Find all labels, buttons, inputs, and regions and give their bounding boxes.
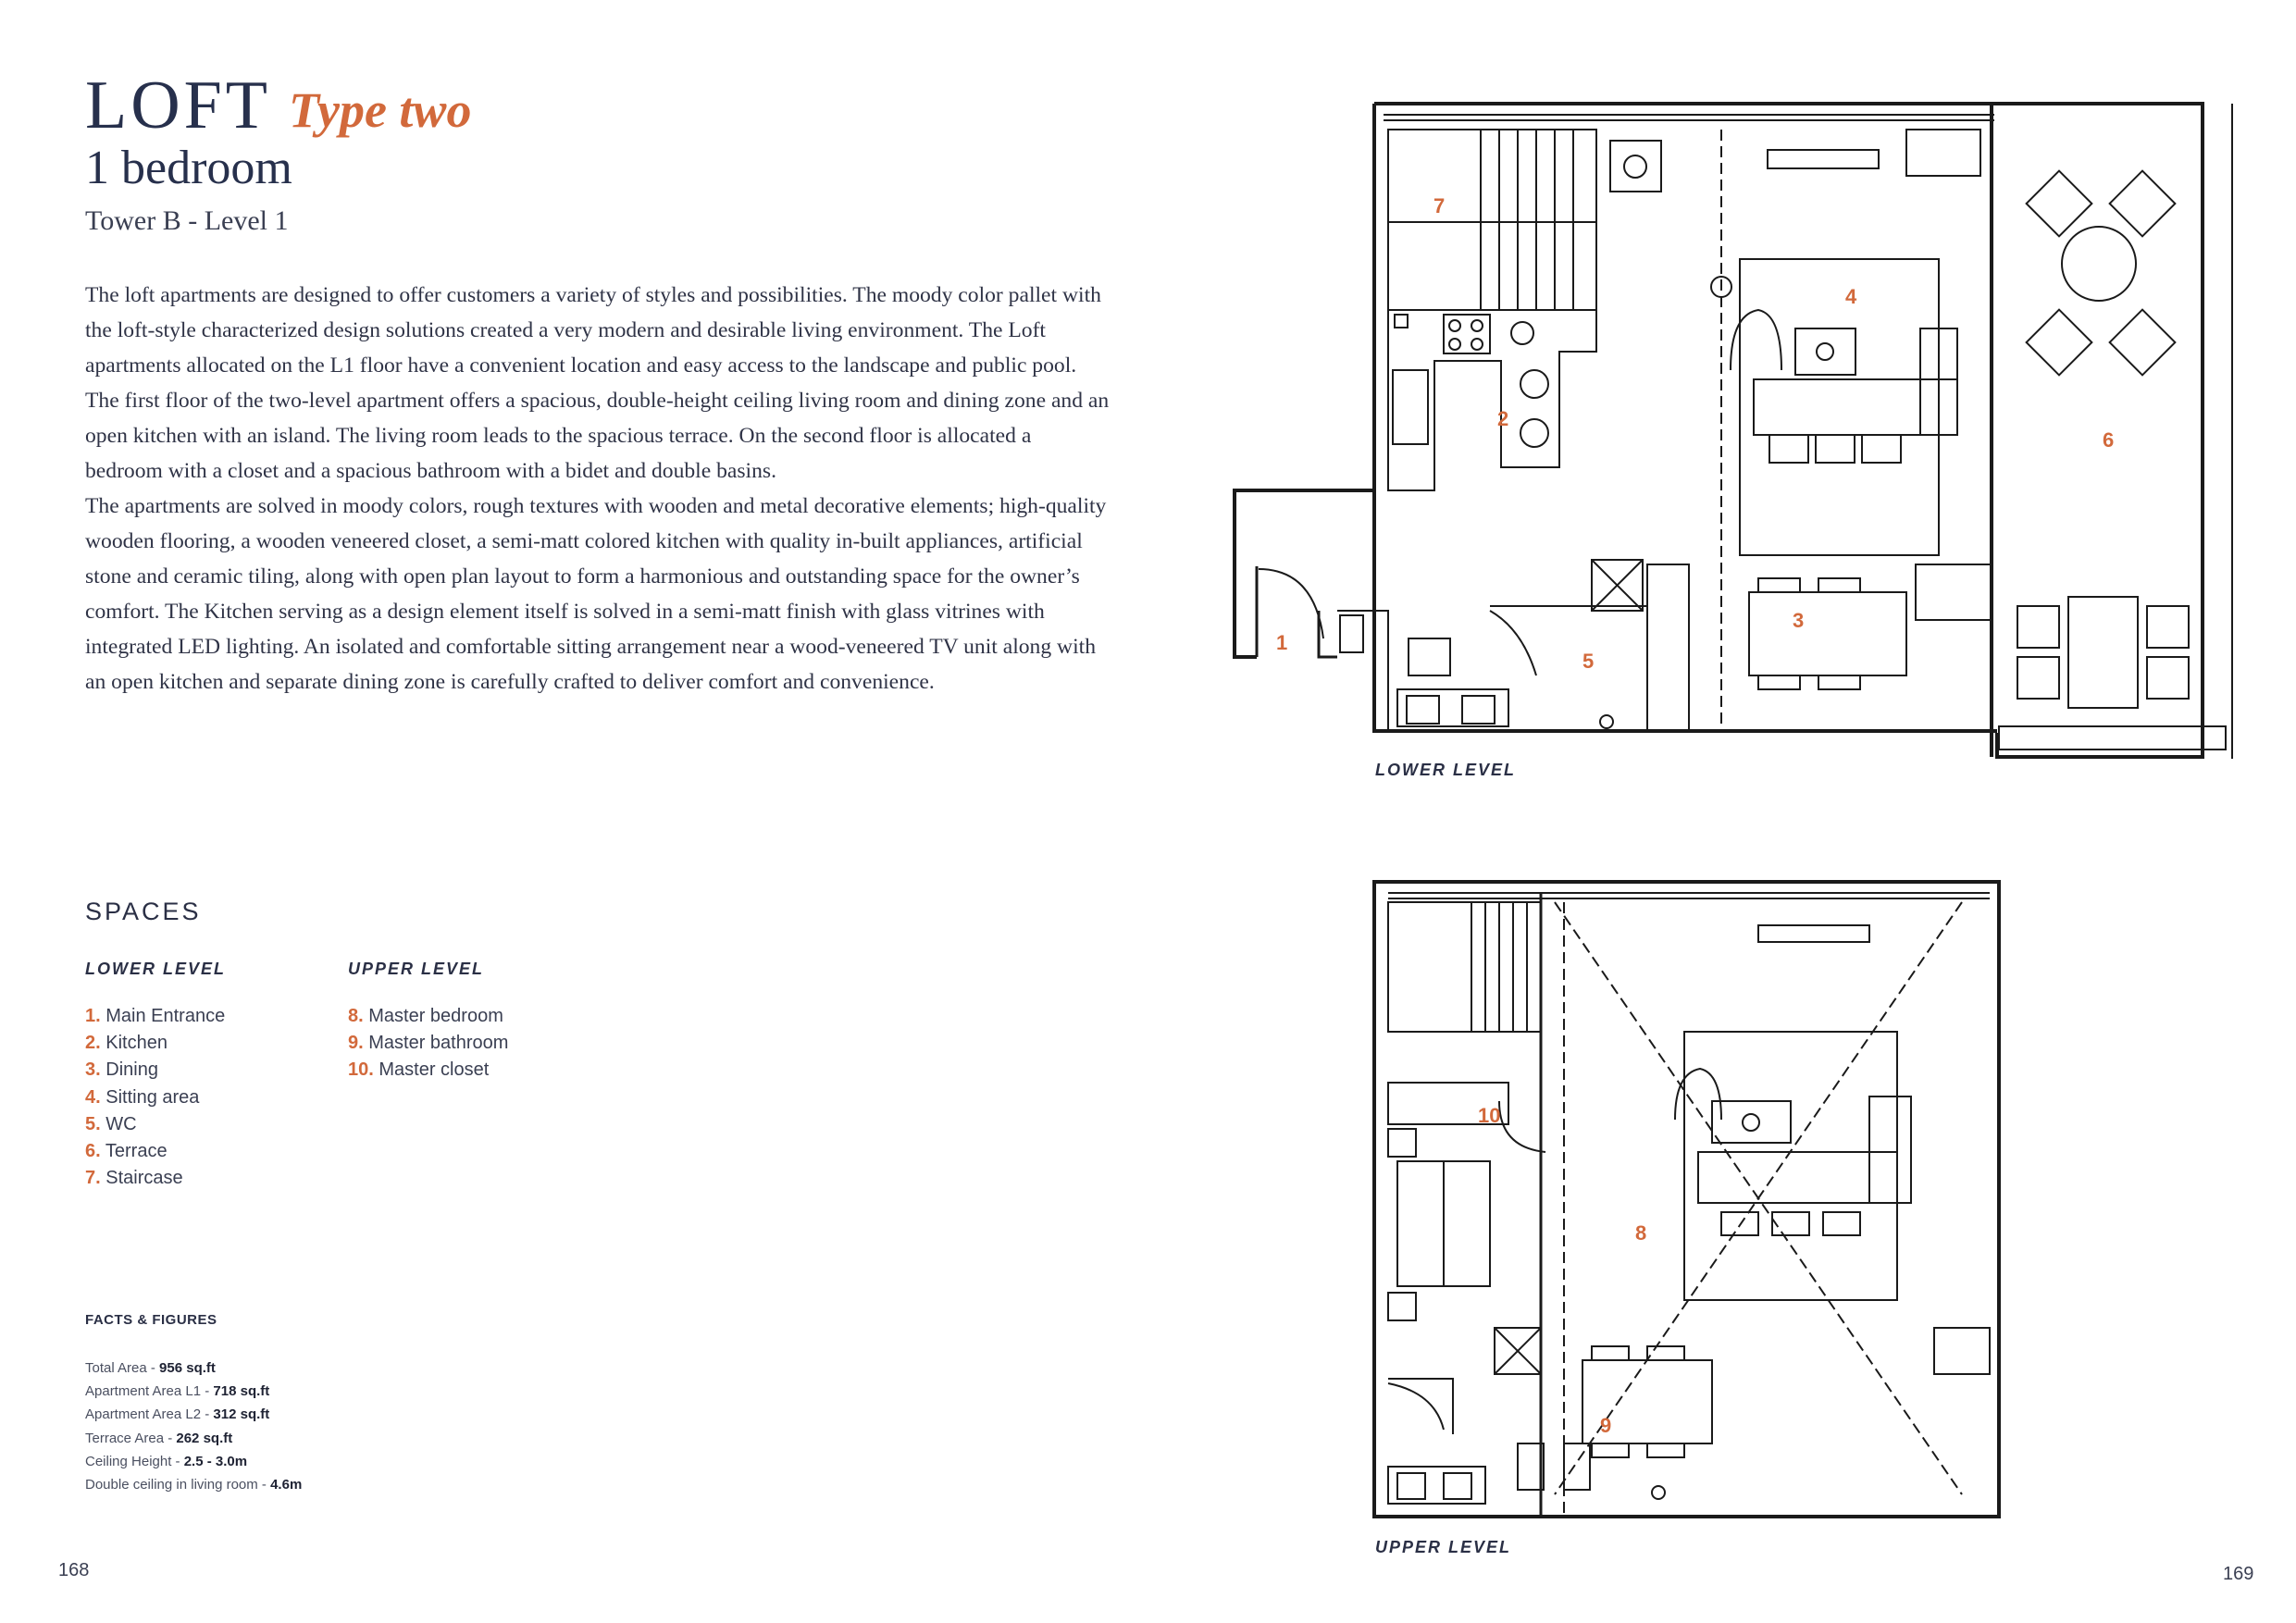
lower-level-heading: LOWER LEVEL xyxy=(85,960,226,978)
page-number-left: 168 xyxy=(58,1560,90,1580)
bedroom-count: 1 bedroom xyxy=(85,142,292,194)
intro-text xyxy=(85,278,1112,700)
lower-level-floorplan xyxy=(1203,93,2277,796)
room-10-label: 10 xyxy=(1478,1104,1501,1127)
room-1-label: 1 xyxy=(1276,631,1288,654)
upper-level-floorplan xyxy=(1370,874,2017,1522)
list-item: 1. Main Entrance xyxy=(85,1006,226,1026)
room-6-label: 6 xyxy=(2103,428,2115,452)
page-number-right: 169 xyxy=(2223,1564,2254,1584)
upper-level-heading: UPPER LEVEL xyxy=(348,960,485,978)
room-9-label: 9 xyxy=(1600,1414,1612,1437)
fact-row: Terrace Area - 262 sq.ft xyxy=(85,1430,233,1446)
room-3-label: 3 xyxy=(1793,609,1805,632)
facts-heading: FACTS & FIGURES xyxy=(85,1312,217,1328)
page-title: LOFT xyxy=(85,68,271,143)
room-2-label: 2 xyxy=(1497,407,1509,430)
upper-level-plan-label: UPPER LEVEL xyxy=(1375,1538,1512,1556)
intro-paragraph: The apartments are solved in moody colors, rough textures with wooden and metal decorative elements; high-quality wooden flooring, a wooden veneered closet, a semi-matt colored kitchen with quality in-built appliances, artificial stone and ceramic tiling, along with open plan layout to form a harmonious and outstanding space for the owner’s comfort. The Kitchen serving as a design element itself is solved in a semi-matt finish with glass vitrines with integrated LED lighting. An isolated and comfortable sitting arrangement near a wood-veneered TV unit along with an open kitchen and separate dining zone is carefully crafted to deliver comfort and convenience. xyxy=(85,494,1107,694)
lower-level-plan-label: LOWER LEVEL xyxy=(1375,761,1516,779)
fact-row: Apartment Area L1 - 718 sq.ft xyxy=(85,1383,270,1400)
list-item: 8. Master bedroom xyxy=(348,1006,503,1026)
room-4-label: 4 xyxy=(1845,285,1857,308)
list-item: 5. WC xyxy=(85,1113,137,1134)
list-item: 9. Master bathroom xyxy=(348,1033,509,1054)
facts-list xyxy=(85,1357,302,1496)
list-item: 6. Terrace xyxy=(85,1141,168,1162)
spaces-heading: SPACES xyxy=(85,898,202,925)
intro-paragraph: The first floor of the two-level apartment offers a spacious, double-height ceiling living room and dining zone and an open kitchen with an island. The living room leads to the spacious terrace. On the second floor is allocated a bedroom with a closet and a spacious bathroom with a bidet and double basins. xyxy=(85,389,1110,483)
fact-row: Ceiling Height - 2.5 - 3.0m xyxy=(85,1453,248,1469)
fact-row: Apartment Area L2 - 312 sq.ft xyxy=(85,1406,270,1423)
room-8-label: 8 xyxy=(1635,1221,1647,1245)
list-item: 4. Sitting area xyxy=(85,1086,200,1108)
intro-paragraph: The loft apartments are designed to offer customers a variety of styles and possibilities. The moody color pallet with the loft-style characterized design solutions created a very modern and desirable living environment. The Loft apartments allocated on the L1 floor have a convenient location and easy access to the landscape and public pool. xyxy=(85,283,1101,378)
type-subtitle: Type two xyxy=(289,82,472,138)
list-item: 7. Staircase xyxy=(85,1168,183,1189)
list-item: 2. Kitchen xyxy=(85,1033,168,1054)
fact-row: Double ceiling in living room - 4.6m xyxy=(85,1477,303,1493)
list-item: 10. Master closet xyxy=(348,1059,490,1081)
fact-row: Total Area - 956 sq.ft xyxy=(85,1360,216,1376)
list-item: 3. Dining xyxy=(85,1059,158,1081)
room-5-label: 5 xyxy=(1582,650,1595,673)
tower-level: Tower B - Level 1 xyxy=(85,205,289,236)
upper-level-list xyxy=(348,1003,508,1084)
lower-level-list xyxy=(85,1003,225,1192)
room-7-label: 7 xyxy=(1433,194,1446,217)
